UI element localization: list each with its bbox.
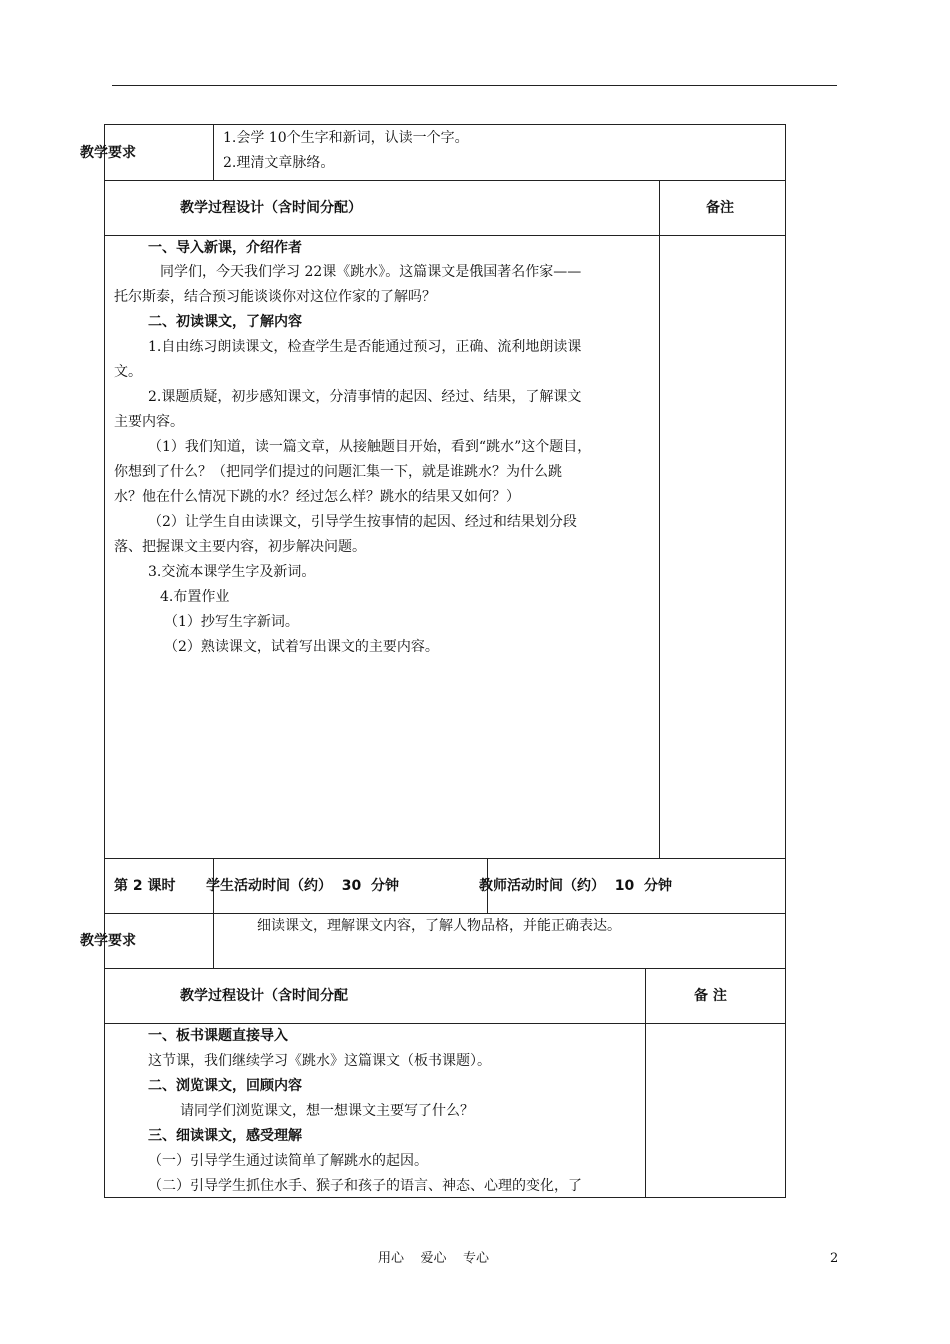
footer-text: 用心 爱心 专心: [378, 1251, 490, 1266]
page-number: 2: [830, 1251, 839, 1266]
section1-line: 托尔斯泰，结合预习能谈谈你对这位作家的了解吗？: [114, 289, 436, 305]
section1-line: 2.课题质疑，初步感知课文，分清事情的起因、经过、结果，了解课文: [148, 389, 582, 405]
section1-line: 落、把握课文主要内容，初步解决问题。: [114, 539, 366, 555]
section2-line: 三、细读课文，感受理解: [148, 1128, 302, 1144]
section2-goal-text: 细读课文，理解课文内容，了解人物品格，并能正确表达。: [257, 918, 621, 934]
section1-line: 4.布置作业: [160, 589, 230, 605]
header-rule: [112, 85, 837, 86]
section1-line: 一、导入新课，介绍作者: [148, 240, 302, 256]
section2-line: 这节课，我们继续学习《跳水》这篇课文（板书课题）。: [148, 1053, 491, 1069]
section1-line: 你想到了什么？（把同学们提过的问题汇集一下，就是谁跳水？为什么跳: [114, 464, 562, 480]
section1-notes-header: 备注: [706, 200, 734, 216]
section1-line: 1.自由练习朗读课文，检查学生是否能通过预习，正确、流利地朗读课: [148, 339, 582, 355]
section1-line: 文。: [114, 364, 142, 380]
section1-line: 水？他在什么情况下跳的水？经过怎么样？跳水的结果又如何？）: [114, 489, 520, 505]
section1-line: 3.交流本课学生字及新词。: [148, 564, 316, 580]
section2-process-header: 教学过程设计（含时间分配: [180, 988, 348, 1004]
section2-notes-header: 备 注: [694, 988, 727, 1004]
section2-line: （二）引导学生抓住水手、猴子和孩子的语言、神态、心理的变化，了: [148, 1178, 582, 1194]
section1-process-header: 教学过程设计（含时间分配）: [180, 200, 362, 216]
section1-line: （2）让学生自由读课文，引导学生按事情的起因、经过和结果划分段: [148, 514, 577, 530]
section2-line: 请同学们浏览课文，想一想课文主要写了什么？: [180, 1103, 474, 1119]
section2-goal-label: 教学要求: [80, 933, 136, 949]
section1-notes-cell: [659, 235, 786, 859]
section2-line: 二、浏览课文，回顾内容: [148, 1078, 302, 1094]
section2-line: 一、板书课题直接导入: [148, 1028, 288, 1044]
lesson2-student-time: 学生活动时间（约） 30 分钟: [206, 878, 399, 894]
lesson2-teacher-time: 教师活动时间（约） 10 分钟: [479, 878, 672, 894]
section1-goal-line-2: 2.理清文章脉络。: [223, 155, 335, 171]
lesson2-label: 第 2 课时: [114, 878, 176, 894]
section1-line: 主要内容。: [114, 414, 184, 430]
section1-line: （1）抄写生字新词。: [164, 614, 299, 630]
section1-line: （2）熟读课文，试着写出课文的主要内容。: [164, 639, 439, 655]
section2-line: （一）引导学生通过读简单了解跳水的起因。: [148, 1153, 428, 1169]
section1-line: 同学们，今天我们学习 22课《跳水》。这篇课文是俄国著名作家——: [160, 264, 582, 280]
section2-notes-cell: [645, 1023, 786, 1198]
section1-line: 二、初读课文，了解内容: [148, 314, 302, 330]
section1-line: （1）我们知道，读一篇文章，从接触题目开始，看到“跳水”这个题目，: [148, 439, 592, 455]
section1-goal-label: 教学要求: [80, 145, 136, 161]
section1-goal-line-1: 1.会学 10个生字和新词，认读一个字。: [223, 130, 469, 146]
